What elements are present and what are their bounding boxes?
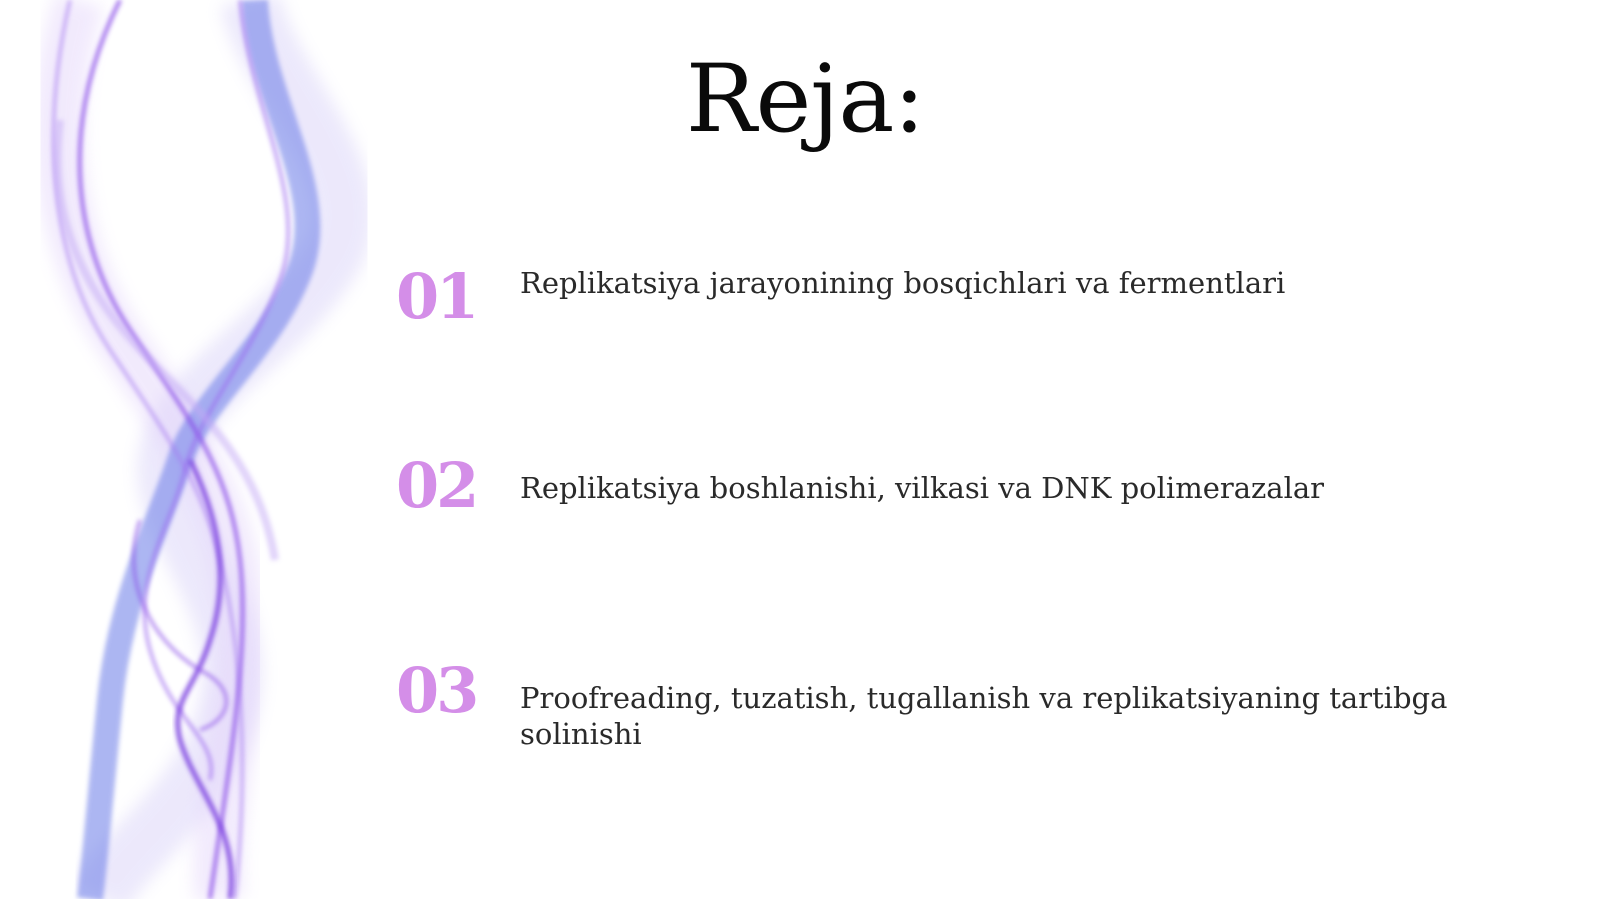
agenda-item-number: 01: [396, 260, 477, 333]
agenda-item-number: 02: [396, 449, 477, 522]
purple-smoke-decoration: [0, 0, 400, 899]
agenda-item-text: Replikatsiya boshlanishi, vilkasi va DNK polimerazalar: [520, 471, 1324, 505]
agenda-item-text: Replikatsiya jarayonining bosqichlari va fermentlari: [520, 266, 1286, 300]
agenda-item-text: Proofreading, tuzatish, tugallanish va replikatsiyaning tartibga solinishi: [520, 681, 1448, 751]
slide-title: Reja:: [685, 45, 925, 154]
agenda-item-number: 03: [396, 654, 477, 727]
